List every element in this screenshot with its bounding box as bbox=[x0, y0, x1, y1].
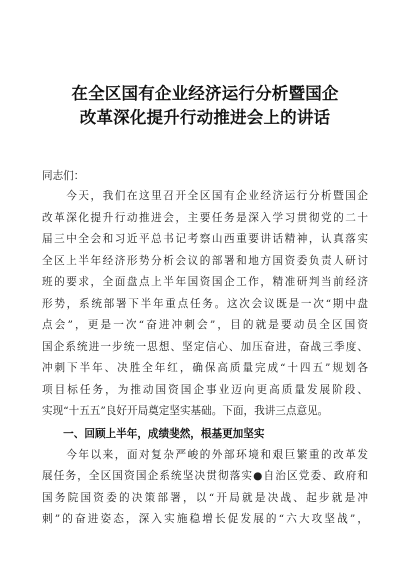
text-line: 冲刺下半年、决胜全年红，确保高质量完成“十四五”规划各 bbox=[42, 362, 368, 374]
title-line-2: 改革深化提升行动推进会上的讲话 bbox=[79, 108, 331, 127]
text-line: 今年以来，面对复杂严峻的外部环境和艰巨繁重的改革发 bbox=[42, 448, 368, 461]
text-line: 项目标任务，为推动国资国企事业迈向更高质量发展阶段、 bbox=[42, 383, 368, 396]
text-line: 改革深化提升行动推进会，主要任务是深入学习贯彻党的二十 bbox=[42, 211, 368, 224]
text-line: 点会”，更是一次“奋进冲刺会”，目的就是要动员全区国资 bbox=[42, 319, 368, 331]
salutation: 同志们： bbox=[42, 170, 85, 182]
text-line: 实现“十五五”良好开局奠定坚实基础。下面，我讲三点意见。 bbox=[42, 405, 329, 417]
text-line: 全区上半年经济形势分析会议的部署和地方国资委负责人研讨 bbox=[42, 254, 368, 267]
text-line: 刺”的奋进姿态，深入实施稳增长促发展的“六大攻坚战”， bbox=[42, 513, 368, 525]
text-line: 国务院国资委的决策部署，以“开局就是决战、起步就是冲 bbox=[42, 491, 368, 504]
section-heading-1: 一、回顾上半年，成绩斐然，根基更加坚实 bbox=[42, 427, 265, 440]
text-line: 班的要求，全面盘点上半年国资国企工作，精准研判当前经济 bbox=[42, 276, 368, 288]
text-line: 国企系统进一步统一思想、坚定信心、加压奋进，奋战三季度、 bbox=[42, 340, 368, 353]
paragraph-intro bbox=[42, 186, 368, 423]
text-line: 展任务，全区国资国企系统坚决贯彻落实●自治区党委、政府和 bbox=[42, 470, 368, 482]
text-line: 届三中全会和习近平总书记考察山西重要讲话精神，认真落实 bbox=[42, 233, 368, 245]
paragraph-section-1 bbox=[42, 445, 368, 531]
text-line: 形势，系统部署下半年重点任务。这次会议既是一次“期中盘 bbox=[42, 297, 368, 310]
title-line-1: 在全区国有企业经济运行分析暨国企 bbox=[71, 84, 339, 103]
document-title bbox=[42, 82, 368, 130]
text-line: 今天，我们在这里召开全区国有企业经济运行分析暨国企 bbox=[42, 190, 368, 202]
